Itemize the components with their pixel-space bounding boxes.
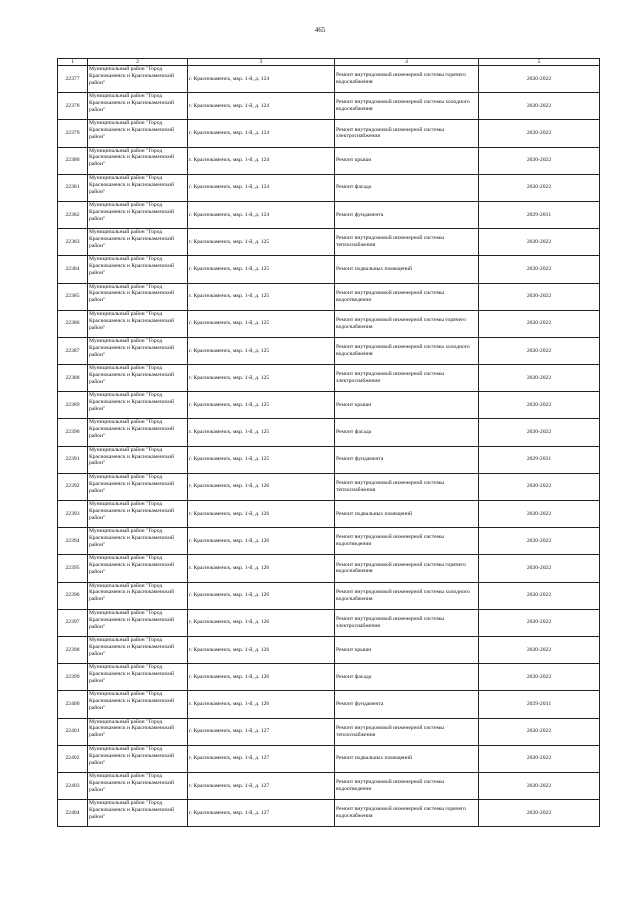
row-number: 22401 [58, 718, 88, 745]
work-type-cell: Ремонт фасада [335, 174, 479, 201]
municipality-cell: Муниципальный район "Город Краснокаменск и Краснокаменский район" [88, 772, 188, 799]
work-type-cell: Ремонт внутридомовой инженерной системы теплоснабжения [335, 229, 479, 256]
municipality-cell: Муниципальный район "Город Краснокаменск и Краснокаменский район" [88, 147, 188, 174]
work-type-cell: Ремонт подвальных помещений [335, 501, 479, 528]
table-row [58, 283, 600, 310]
address-cell: г. Краснокаменск, мкр. 1-й, д. 125 [188, 229, 335, 256]
municipality-cell: Муниципальный район "Город Краснокаменск и Краснокаменский район" [88, 120, 188, 147]
period-cell: 2020-2022 [479, 256, 600, 283]
work-type-cell: Ремонт внутридомовой инженерной системы холодного водоснабжения [335, 337, 479, 364]
period-cell: 2020-2022 [479, 745, 600, 772]
column-header-2: 2 [88, 59, 188, 66]
address-cell: г. Краснокаменск, мкр. 1-й, д. 124 [188, 147, 335, 174]
work-type-cell: Ремонт подвальных помещений [335, 256, 479, 283]
address-cell: г. Краснокаменск, мкр. 1-й, д. 126 [188, 582, 335, 609]
row-number: 22387 [58, 337, 88, 364]
address-cell: г. Краснокаменск, мкр. 1-й, д. 127 [188, 745, 335, 772]
work-type-cell: Ремонт внутридомовой инженерной системы электроснабжения [335, 609, 479, 636]
table-row [58, 582, 600, 609]
table-row [58, 201, 600, 228]
work-type-cell: Ремонт внутридомовой инженерной системы электроснабжения [335, 120, 479, 147]
municipality-cell: Муниципальный район "Город Краснокаменск и Краснокаменский район" [88, 229, 188, 256]
period-cell: 2020-2022 [479, 310, 600, 337]
period-cell: 2020-2022 [479, 555, 600, 582]
municipality-cell: Муниципальный район "Город Краснокаменск и Краснокаменский район" [88, 93, 188, 120]
header-row [58, 59, 600, 66]
address-cell: г. Краснокаменск, мкр. 1-й, д. 127 [188, 772, 335, 799]
work-type-cell: Ремонт внутридомовой инженерной системы водоотведения [335, 772, 479, 799]
address-cell: г. Краснокаменск, мкр. 1-й, д. 124 [188, 201, 335, 228]
address-cell: г. Краснокаменск, мкр. 1-й, д. 124 [188, 174, 335, 201]
work-type-cell: Ремонт внутридомовой инженерной системы холодного водоснабжения [335, 582, 479, 609]
table-row [58, 772, 600, 799]
row-number: 22378 [58, 93, 88, 120]
municipality-cell: Муниципальный район "Город Краснокаменск и Краснокаменский район" [88, 201, 188, 228]
table-row [58, 555, 600, 582]
municipality-cell: Муниципальный район "Город Краснокаменск и Краснокаменский район" [88, 392, 188, 419]
row-number: 22384 [58, 256, 88, 283]
table-header [58, 59, 600, 66]
row-number: 22385 [58, 283, 88, 310]
address-cell: г. Краснокаменск, мкр. 1-й, д. 126 [188, 555, 335, 582]
row-number: 22386 [58, 310, 88, 337]
table-row [58, 528, 600, 555]
municipality-cell: Муниципальный район "Город Краснокаменск и Краснокаменский район" [88, 528, 188, 555]
address-cell: г. Краснокаменск, мкр. 1-й, д. 124 [188, 120, 335, 147]
municipality-cell: Муниципальный район "Город Краснокаменск и Краснокаменский район" [88, 256, 188, 283]
work-type-cell: Ремонт внутридомовой инженерной системы горячего водоснабжения [335, 310, 479, 337]
municipality-cell: Муниципальный район "Город Краснокаменск и Краснокаменский район" [88, 745, 188, 772]
municipality-cell: Муниципальный район "Город Краснокаменск и Краснокаменский район" [88, 419, 188, 446]
address-cell: г. Краснокаменск, мкр. 1-й, д. 125 [188, 283, 335, 310]
municipality-cell: Муниципальный район "Город Краснокаменск и Краснокаменский район" [88, 283, 188, 310]
table-row [58, 256, 600, 283]
work-type-cell: Ремонт внутридомовой инженерной системы теплоснабжения [335, 473, 479, 500]
period-cell: 2020-2022 [479, 772, 600, 799]
row-number: 22395 [58, 555, 88, 582]
row-number: 22397 [58, 609, 88, 636]
work-type-cell: Ремонт внутридомовой инженерной системы водоотведения [335, 528, 479, 555]
row-number: 22394 [58, 528, 88, 555]
row-number: 22398 [58, 636, 88, 663]
address-cell: г. Краснокаменск, мкр. 1-й, д. 126 [188, 528, 335, 555]
address-cell: г. Краснокаменск, мкр. 1-й, д. 126 [188, 501, 335, 528]
table-row [58, 419, 600, 446]
row-number: 22388 [58, 365, 88, 392]
page-number: 465 [314, 26, 326, 34]
row-number: 22382 [58, 201, 88, 228]
address-cell: г. Краснокаменск, мкр. 1-й, д. 127 [188, 800, 335, 827]
row-number: 22403 [58, 772, 88, 799]
work-type-cell: Ремонт крыши [335, 147, 479, 174]
period-cell: 2029-2031 [479, 201, 600, 228]
work-type-cell: Ремонт фундамента [335, 201, 479, 228]
municipality-cell: Муниципальный район "Город Краснокаменск и Краснокаменский район" [88, 174, 188, 201]
address-cell: г. Краснокаменск, мкр. 1-й, д. 126 [188, 609, 335, 636]
work-type-cell: Ремонт фундамента [335, 446, 479, 473]
table-row [58, 473, 600, 500]
period-cell: 2020-2022 [479, 66, 600, 93]
table-row [58, 745, 600, 772]
row-number: 22400 [58, 691, 88, 718]
period-cell: 2020-2022 [479, 636, 600, 663]
row-number: 22383 [58, 229, 88, 256]
address-cell: г. Краснокаменск, мкр. 1-й, д. 125 [188, 337, 335, 364]
column-header-1: 1 [58, 59, 88, 66]
work-type-cell: Ремонт внутридомовой инженерной системы теплоснабжения [335, 718, 479, 745]
row-number: 22404 [58, 800, 88, 827]
period-cell: 2020-2022 [479, 528, 600, 555]
municipality-cell: Муниципальный район "Город Краснокаменск и Краснокаменский район" [88, 664, 188, 691]
table-row [58, 337, 600, 364]
address-cell: г. Краснокаменск, мкр. 1-й, д. 127 [188, 718, 335, 745]
work-type-cell: Ремонт подвальных помещений [335, 745, 479, 772]
address-cell: г. Краснокаменск, мкр. 1-й, д. 125 [188, 256, 335, 283]
address-cell: г. Краснокаменск, мкр. 1-й, д. 125 [188, 365, 335, 392]
address-cell: г. Краснокаменск, мкр. 1-й, д. 126 [188, 664, 335, 691]
work-type-cell: Ремонт фундамента [335, 691, 479, 718]
address-cell: г. Краснокаменск, мкр. 1-й, д. 125 [188, 446, 335, 473]
municipality-cell: Муниципальный район "Город Краснокаменск и Краснокаменский район" [88, 501, 188, 528]
work-type-cell: Ремонт внутридомовой инженерной системы горячего водоснабжения [335, 66, 479, 93]
table-row [58, 365, 600, 392]
table-row [58, 636, 600, 663]
address-cell: г. Краснокаменск, мкр. 1-й, д. 124 [188, 66, 335, 93]
table-row [58, 229, 600, 256]
municipality-cell: Муниципальный район "Город Краснокаменск и Краснокаменский район" [88, 582, 188, 609]
table-row [58, 174, 600, 201]
municipality-cell: Муниципальный район "Город Краснокаменск и Краснокаменский район" [88, 691, 188, 718]
row-number: 22377 [58, 66, 88, 93]
table-row [58, 609, 600, 636]
municipality-cell: Муниципальный район "Город Краснокаменск и Краснокаменский район" [88, 473, 188, 500]
municipality-cell: Муниципальный район "Город Краснокаменск и Краснокаменский район" [88, 718, 188, 745]
municipality-cell: Муниципальный район "Город Краснокаменск и Краснокаменский район" [88, 800, 188, 827]
work-type-cell: Ремонт крыши [335, 392, 479, 419]
work-type-cell: Ремонт фасада [335, 664, 479, 691]
municipality-cell: Муниципальный район "Город Краснокаменск и Краснокаменский район" [88, 609, 188, 636]
work-type-cell: Ремонт внутридомовой инженерной системы горячего водоснабжения [335, 555, 479, 582]
row-number: 22399 [58, 664, 88, 691]
column-header-3: 3 [188, 59, 335, 66]
table-row [58, 120, 600, 147]
row-number: 22379 [58, 120, 88, 147]
period-cell: 2020-2022 [479, 120, 600, 147]
table-row [58, 93, 600, 120]
period-cell: 2020-2022 [479, 718, 600, 745]
period-cell: 2020-2022 [479, 664, 600, 691]
row-number: 22380 [58, 147, 88, 174]
column-header-4: 4 [335, 59, 479, 66]
period-cell: 2029-2031 [479, 446, 600, 473]
municipality-cell: Муниципальный район "Город Краснокаменск и Краснокаменский район" [88, 446, 188, 473]
period-cell: 2020-2022 [479, 473, 600, 500]
row-number: 22393 [58, 501, 88, 528]
period-cell: 2020-2022 [479, 174, 600, 201]
period-cell: 2020-2022 [479, 419, 600, 446]
work-type-cell: Ремонт внутридомовой инженерной системы холодного водоснабжения [335, 93, 479, 120]
table-row [58, 446, 600, 473]
row-number: 22392 [58, 473, 88, 500]
address-cell: г. Краснокаменск, мкр. 1-й, д. 126 [188, 473, 335, 500]
row-number: 22389 [58, 392, 88, 419]
table-body [58, 66, 600, 827]
municipality-cell: Муниципальный район "Город Краснокаменск и Краснокаменский район" [88, 66, 188, 93]
period-cell: 2020-2022 [479, 501, 600, 528]
period-cell: 2020-2022 [479, 392, 600, 419]
row-number: 22391 [58, 446, 88, 473]
work-type-cell: Ремонт крыши [335, 636, 479, 663]
work-type-cell: Ремонт внутридомовой инженерной системы горячего водоснабжения [335, 800, 479, 827]
table-row [58, 310, 600, 337]
table-row [58, 691, 600, 718]
column-header-5: 5 [479, 59, 600, 66]
work-type-cell: Ремонт внутридомовой инженерной системы водоотведения [335, 283, 479, 310]
table-row [58, 664, 600, 691]
period-cell: 2020-2022 [479, 93, 600, 120]
municipality-cell: Муниципальный район "Город Краснокаменск и Краснокаменский район" [88, 365, 188, 392]
municipality-cell: Муниципальный район "Город Краснокаменск и Краснокаменский район" [88, 636, 188, 663]
period-cell: 2020-2022 [479, 800, 600, 827]
row-number: 22381 [58, 174, 88, 201]
table-row [58, 66, 600, 93]
address-cell: г. Краснокаменск, мкр. 1-й, д. 124 [188, 93, 335, 120]
row-number: 22402 [58, 745, 88, 772]
address-cell: г. Краснокаменск, мкр. 1-й, д. 126 [188, 636, 335, 663]
municipality-cell: Муниципальный район "Город Краснокаменск и Краснокаменский район" [88, 337, 188, 364]
period-cell: 2029-2031 [479, 691, 600, 718]
period-cell: 2020-2022 [479, 283, 600, 310]
address-cell: г. Краснокаменск, мкр. 1-й, д. 125 [188, 419, 335, 446]
table-row [58, 501, 600, 528]
address-cell: г. Краснокаменск, мкр. 1-й, д. 125 [188, 310, 335, 337]
address-cell: г. Краснокаменск, мкр. 1-й, д. 125 [188, 392, 335, 419]
table-row [58, 800, 600, 827]
period-cell: 2020-2022 [479, 609, 600, 636]
table-row [58, 147, 600, 174]
table-row [58, 392, 600, 419]
repair-schedule-table [57, 58, 600, 827]
period-cell: 2020-2022 [479, 147, 600, 174]
table-row [58, 718, 600, 745]
address-cell: г. Краснокаменск, мкр. 1-й, д. 126 [188, 691, 335, 718]
period-cell: 2020-2022 [479, 337, 600, 364]
work-type-cell: Ремонт внутридомовой инженерной системы электроснабжения [335, 365, 479, 392]
municipality-cell: Муниципальный район "Город Краснокаменск и Краснокаменский район" [88, 555, 188, 582]
row-number: 22390 [58, 419, 88, 446]
row-number: 22396 [58, 582, 88, 609]
period-cell: 2020-2022 [479, 365, 600, 392]
work-type-cell: Ремонт фасада [335, 419, 479, 446]
period-cell: 2020-2022 [479, 582, 600, 609]
period-cell: 2020-2022 [479, 229, 600, 256]
municipality-cell: Муниципальный район "Город Краснокаменск и Краснокаменский район" [88, 310, 188, 337]
